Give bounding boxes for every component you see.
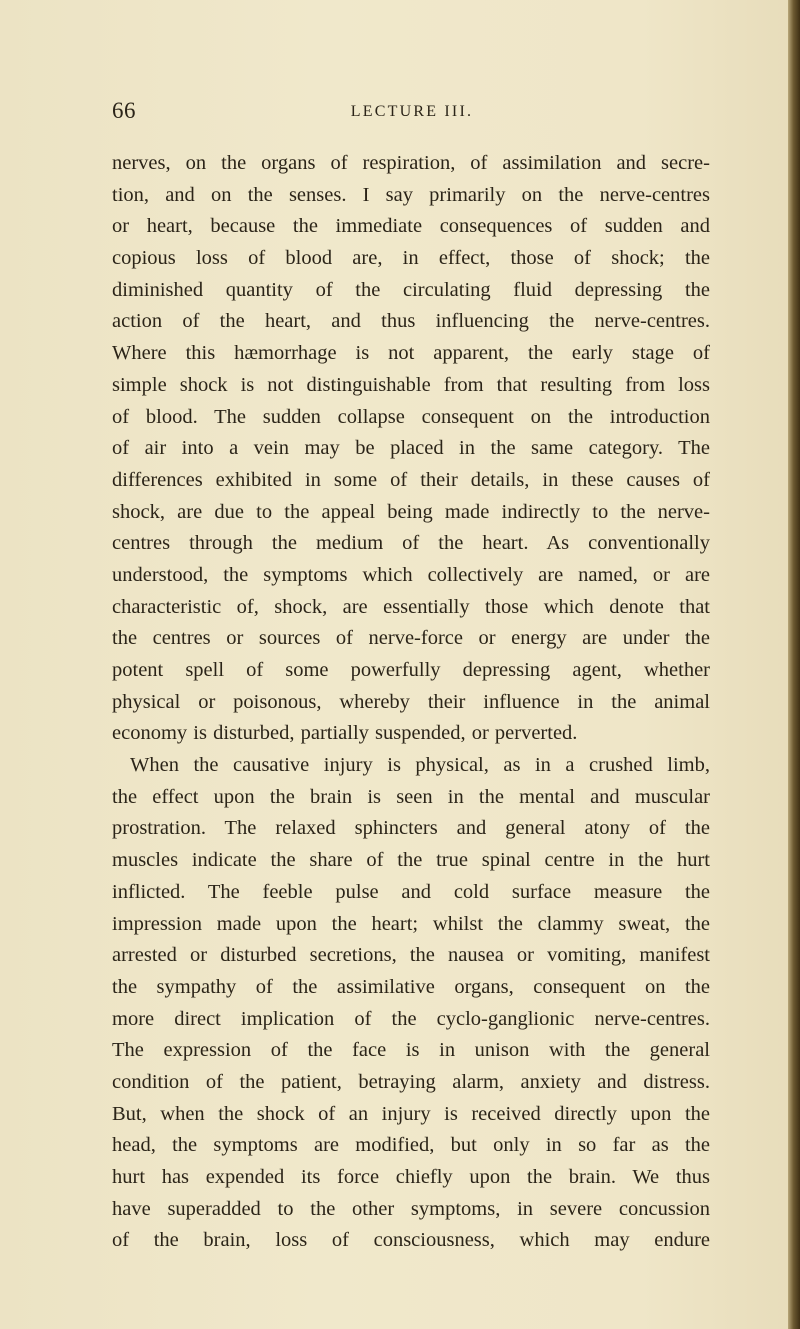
text-line: of air into a vein may be placed in the same category. The: [112, 437, 710, 460]
text-line: understood, the symptoms which collectively are named, or are: [112, 563, 710, 586]
text-line: When the causative injury is physical, as in a crushed limb,: [130, 754, 710, 777]
text-line: economy is disturbed, partially suspended, or perverted.: [112, 722, 578, 745]
text-line: shock, are due to the appeal being made indirectly to the nerve-: [112, 500, 710, 523]
text-line: of the brain, loss of consciousness, which may endure: [112, 1229, 710, 1252]
text-line: impression made upon the heart; whilst the clammy sweat, the: [112, 912, 710, 935]
text-line: or heart, because the immediate consequences of sudden and: [112, 215, 710, 238]
text-line: the centres or sources of nerve-force or energy are under the: [112, 627, 710, 650]
text-line: simple shock is not distinguishable from that resulting from loss: [112, 373, 710, 396]
text-line: the effect upon the brain is seen in the mental and muscular: [112, 785, 710, 808]
text-line: Where this hæmorrhage is not apparent, the early stage of: [112, 342, 710, 365]
running-head: LECTURE III.: [350, 103, 474, 120]
text-line: tion, and on the senses. I say primarily on the nerve-centres: [112, 183, 710, 206]
text-line: potent spell of some powerfully depressing agent, whether: [112, 659, 710, 681]
page-number: 66: [112, 98, 136, 123]
text-line: head, the symptoms are modified, but only in so far as the: [112, 1134, 710, 1157]
text-line: copious loss of blood are, in effect, those of shock; the: [112, 247, 710, 270]
text-line: physical or poisonous, whereby their influence in the animal: [112, 690, 710, 713]
text-line: the sympathy of the assimilative organs, consequent on the: [112, 975, 710, 998]
text-line: action of the heart, and thus influencing the nerve-centres.: [112, 310, 710, 333]
text-line: have superadded to the other symptoms, in severe concussion: [112, 1197, 710, 1220]
text-line: muscles indicate the share of the true spinal centre in the hurt: [112, 849, 710, 872]
text-line: of blood. The sudden collapse consequent on the introduction: [112, 405, 710, 428]
text-line: inflicted. The feeble pulse and cold surface measure the: [112, 880, 710, 903]
text-line: hurt has expended its force chiefly upon the brain. We thus: [112, 1166, 710, 1188]
text-line: condition of the patient, betraying alarm, anxiety and distress.: [112, 1070, 710, 1093]
text-line: characteristic of, shock, are essentially those which denote that: [112, 595, 710, 618]
page-header: [112, 98, 712, 132]
text-line: diminished quantity of the circulating fluid depressing the: [112, 278, 710, 301]
text-line: differences exhibited in some of their details, in these causes of: [112, 468, 710, 491]
text-line: prostration. The relaxed sphincters and general atony of the: [112, 817, 710, 840]
text-line: The expression of the face is in unison with the general: [112, 1039, 710, 1062]
body-text: [112, 148, 710, 1257]
text-line: centres through the medium of the heart. As conventionally: [112, 532, 710, 555]
text-line: nerves, on the organs of respiration, of assimilation and secre-: [112, 152, 710, 174]
page-edge-shadow: [788, 0, 800, 1329]
text-line: arrested or disturbed secretions, the nausea or vomiting, manifest: [112, 944, 710, 967]
text-line: But, when the shock of an injury is received directly upon the: [112, 1102, 710, 1125]
text-line: more direct implication of the cyclo-ganglionic nerve-centres.: [112, 1007, 710, 1030]
